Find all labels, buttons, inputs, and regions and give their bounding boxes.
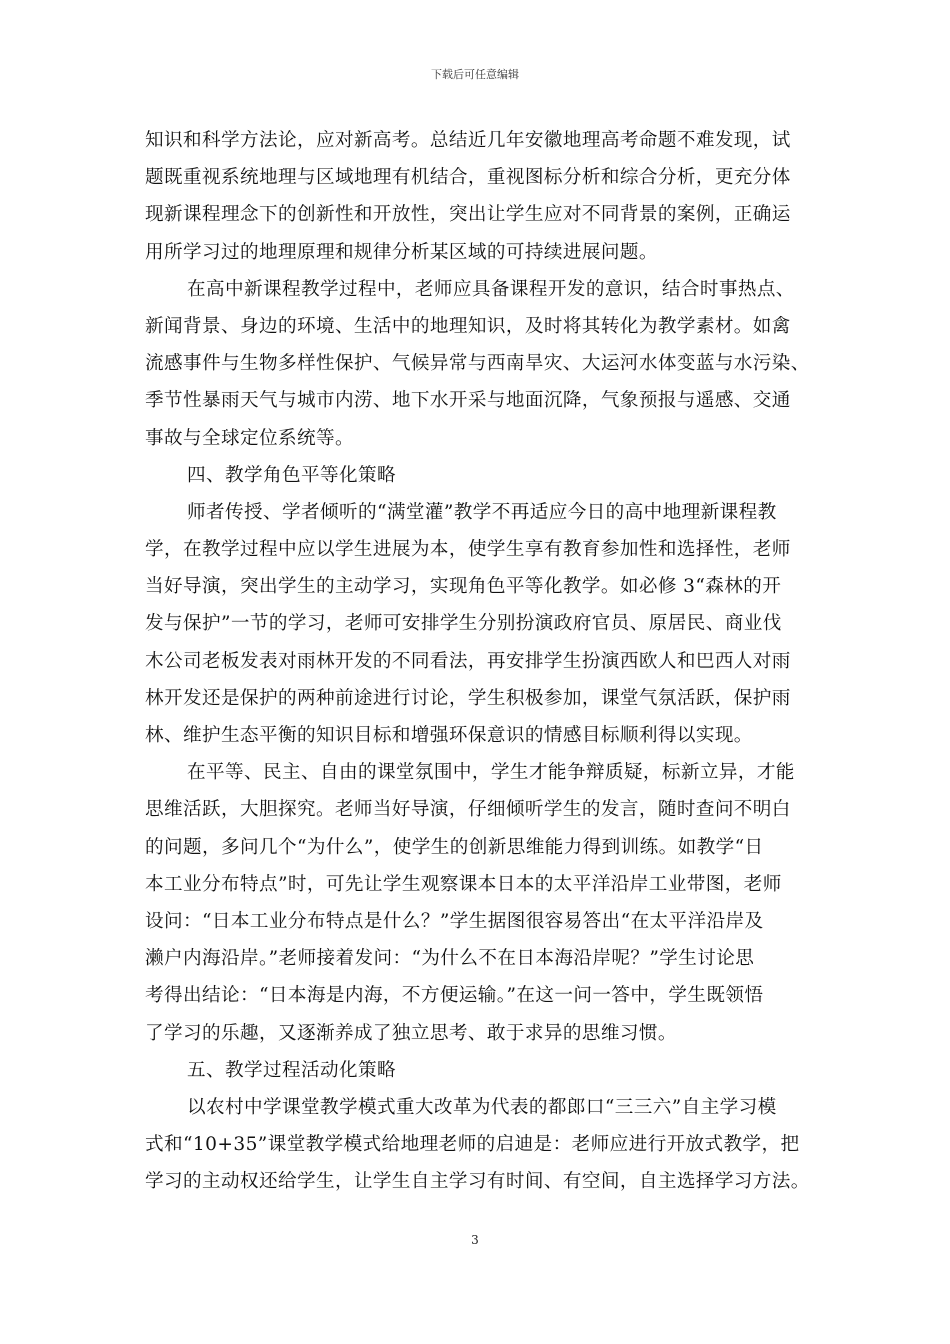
body-line: 木公司老板发表对雨林开发的不同看法，再安排学生扮演西欧人和巴西人对雨 [145, 650, 791, 672]
paragraph-start-line: 在平等、民主、自由的课堂氛围中，学生才能争辩质疑，标新立异，才能 [187, 762, 795, 784]
body-line: 新闻背景、身边的环境、生活中的地理知识，及时将其转化为教学素材。如禽 [145, 315, 791, 337]
body-line: 的问题，多问几个“为什么”，使学生的创新思维能力得到训练。如教学“日 [145, 836, 764, 858]
body-line: 林、维护生态平衡的知识目标和增强环保意识的情感目标顺利得以实现。 [145, 725, 753, 746]
document-body [145, 122, 810, 1200]
paragraph-start-line: 在高中新课程教学过程中，老师应具备课程开发的意识，结合时事热点、 [187, 278, 795, 300]
body-line: 学习的主动权还给学生，让学生自主学习有时间、有空间，自主选择学习方法。 [145, 1171, 810, 1193]
body-line: 当好导演，突出学生的主动学习，实现角色平等化教学。如必修 3“森林的开 [145, 576, 782, 598]
paragraph-start-line: 以农村中学课堂教学模式重大改革为代表的都郎口“三三六”自主学习模 [187, 1096, 777, 1118]
paragraph-start-line: 师者传授、学者倾听的“满堂灌”教学不再适应今日的高中地理新课程教 [187, 501, 777, 523]
body-line: 设问：“日本工业分布特点是什么？”学生据图很容易答出“在太平洋沿岸及 [145, 910, 764, 932]
body-line: 发与保护”一节的学习，老师可安排学生分别扮演政府官员、原居民、商业伐 [145, 613, 782, 635]
body-line: 濑户内海沿岸。”老师接着发问：“为什么不在日本海沿岸呢？”学生讨论思 [145, 948, 755, 970]
page-header: 下载后可任意编辑 [431, 68, 519, 81]
page-number: 3 [471, 1233, 479, 1247]
body-line: 式和“10+35”课堂教学模式给地理老师的启迪是：老师应进行开放式教学，把 [145, 1134, 800, 1156]
body-line: 季节性暴雨天气与城市内涝、地下水开采与地面沉降，气象预报与遥感、交通 [145, 390, 791, 412]
body-line: 题既重视系统地理与区域地理有机结合，重视图标分析和综合分析，更充分体 [145, 167, 791, 189]
body-line: 现新课程理念下的创新性和开放性，突出让学生应对不同背景的案例，正确运 [145, 204, 791, 226]
body-line: 知识和科学方法论，应对新高考。总结近几年安徽地理高考命题不难发现，试 [145, 130, 791, 151]
body-line: 了学习的乐趣，又逐渐养成了独立思考、敢于求异的思维习惯。 [145, 1022, 677, 1044]
body-line: 用所学习过的地理原理和规律分析某区域的可持续进展问题。 [145, 241, 658, 263]
body-line: 思维活跃，大胆探究。老师当好导演，仔细倾听学生的发言，随时查问不明白 [145, 799, 791, 821]
body-line: 学，在教学过程中应以学生进展为本，使学生享有教育参加性和选择性，老师 [145, 539, 791, 561]
body-line: 事故与全球定位系统等。 [145, 427, 354, 449]
body-line: 林开发还是保护的两种前途进行讨论，学生积极参加，课堂气氛活跃，保护雨 [145, 687, 791, 709]
body-line: 本工业分布特点”时，可先让学生观察课本日本的太平洋沿岸工业带图，老师 [145, 873, 782, 895]
section-heading-4: 四、教学角色平等化策略 [187, 464, 396, 486]
section-heading-5: 五、教学过程活动化策略 [187, 1059, 396, 1081]
body-line: 流感事件与生物多样性保护、气候异常与西南旱灾、大运河水体变蓝与水污染、 [145, 353, 810, 375]
body-line: 考得出结论：“日本海是内海，不方便运输。”在这一问一答中，学生既领悟 [145, 985, 764, 1007]
